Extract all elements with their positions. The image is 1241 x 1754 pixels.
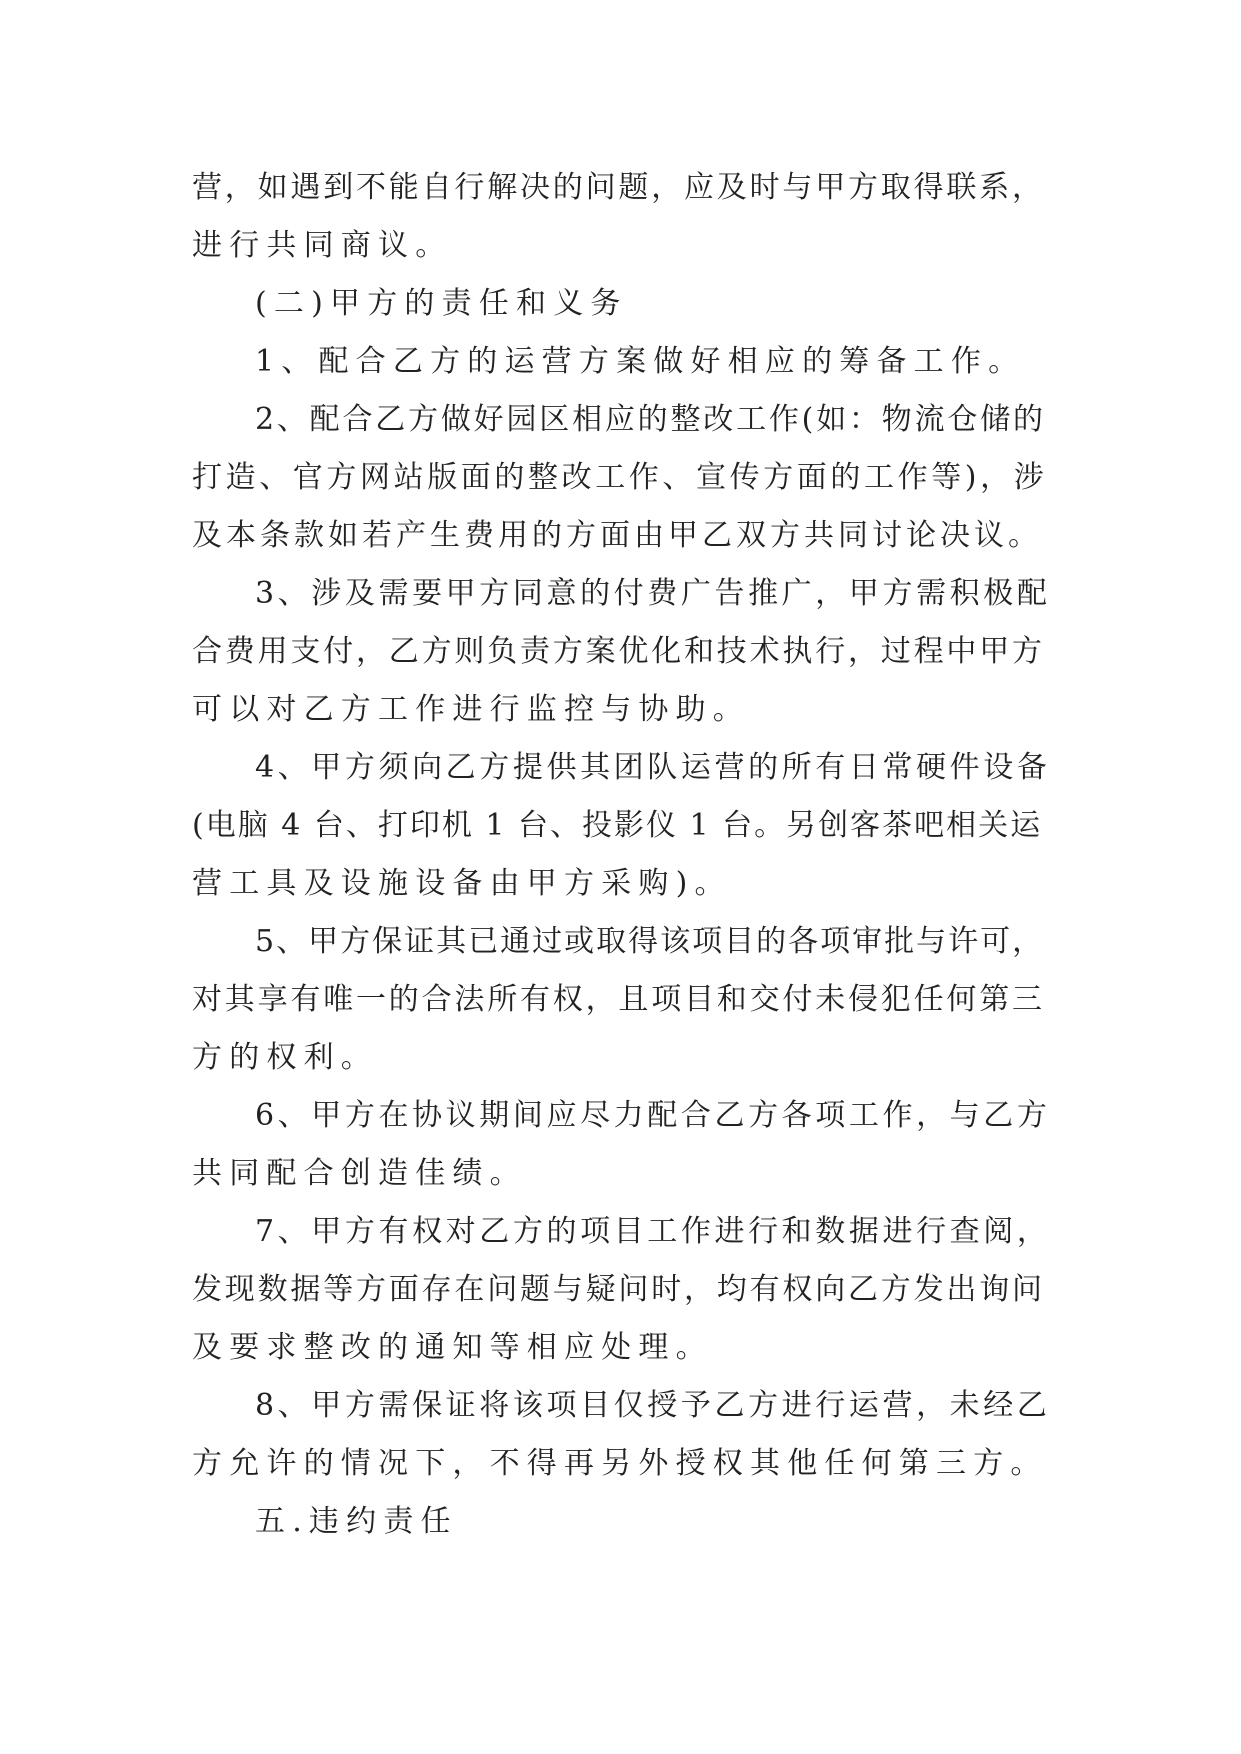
text-line: 营，如遇到不能自行解决的问题，应及时与甲方取得联系，: [192, 170, 1045, 205]
clause-7: 7、甲方有权对乙方的项目工作进行和数据进行查阅，: [255, 1214, 1051, 1249]
clause-1: 1、配合乙方的运营方案做好相应的筹备工作。: [255, 344, 1026, 379]
clause-3: 3、涉及需要甲方同意的付费广告推广，甲方需积极配: [255, 576, 1051, 611]
text-line: 方允许的情况下，不得再另外授权其他任何第三方。: [192, 1446, 1048, 1481]
text-line: 及要求整改的通知等相应处理。: [192, 1330, 713, 1365]
section-heading-breach: 五.违约责任: [255, 1504, 458, 1539]
text-line: 可以对乙方工作进行监控与协助。: [192, 692, 750, 727]
section-heading: (二)甲方的责任和义务: [255, 286, 628, 321]
clause-8: 8、甲方需保证将该项目仅授予乙方进行运营，未经乙: [255, 1388, 1051, 1423]
text-line: 及本条款如若产生费用的方面由甲乙双方共同讨论决议。: [192, 518, 1042, 553]
clause-2: 2、配合乙方做好园区相应的整改工作(如：物流仓储的: [255, 402, 1046, 437]
text-line: 合费用支付，乙方则负责方案优化和技术执行，过程中甲方: [192, 634, 1045, 669]
clause-6: 6、甲方在协议期间应尽力配合乙方各项工作，与乙方: [255, 1098, 1051, 1133]
clause-5: 5、甲方保证其已通过或取得该项目的各项审批与许可，: [255, 924, 1045, 959]
text-line: 方的权利。: [192, 1040, 378, 1075]
text-line: 共同配合创造佳绩。: [192, 1156, 527, 1191]
text-line: 对其享有唯一的合法所有权，且项目和交付未侵犯任何第三: [192, 982, 1045, 1017]
text-line: 发现数据等方面存在问题与疑问时，均有权向乙方发出询问: [192, 1272, 1045, 1307]
text-line: 营工具及设施设备由甲方采购)。: [192, 866, 732, 901]
text-line: 进行共同商议。: [192, 228, 453, 263]
text-line: (电脑 4 台、打印机 1 台、投影仪 1 台。另创客茶吧相关运: [192, 808, 1043, 843]
clause-4: 4、甲方须向乙方提供其团队运营的所有日常硬件设备: [255, 750, 1051, 785]
text-line: 打造、官方网站版面的整改工作、宣传方面的工作等)，涉: [192, 460, 1048, 495]
